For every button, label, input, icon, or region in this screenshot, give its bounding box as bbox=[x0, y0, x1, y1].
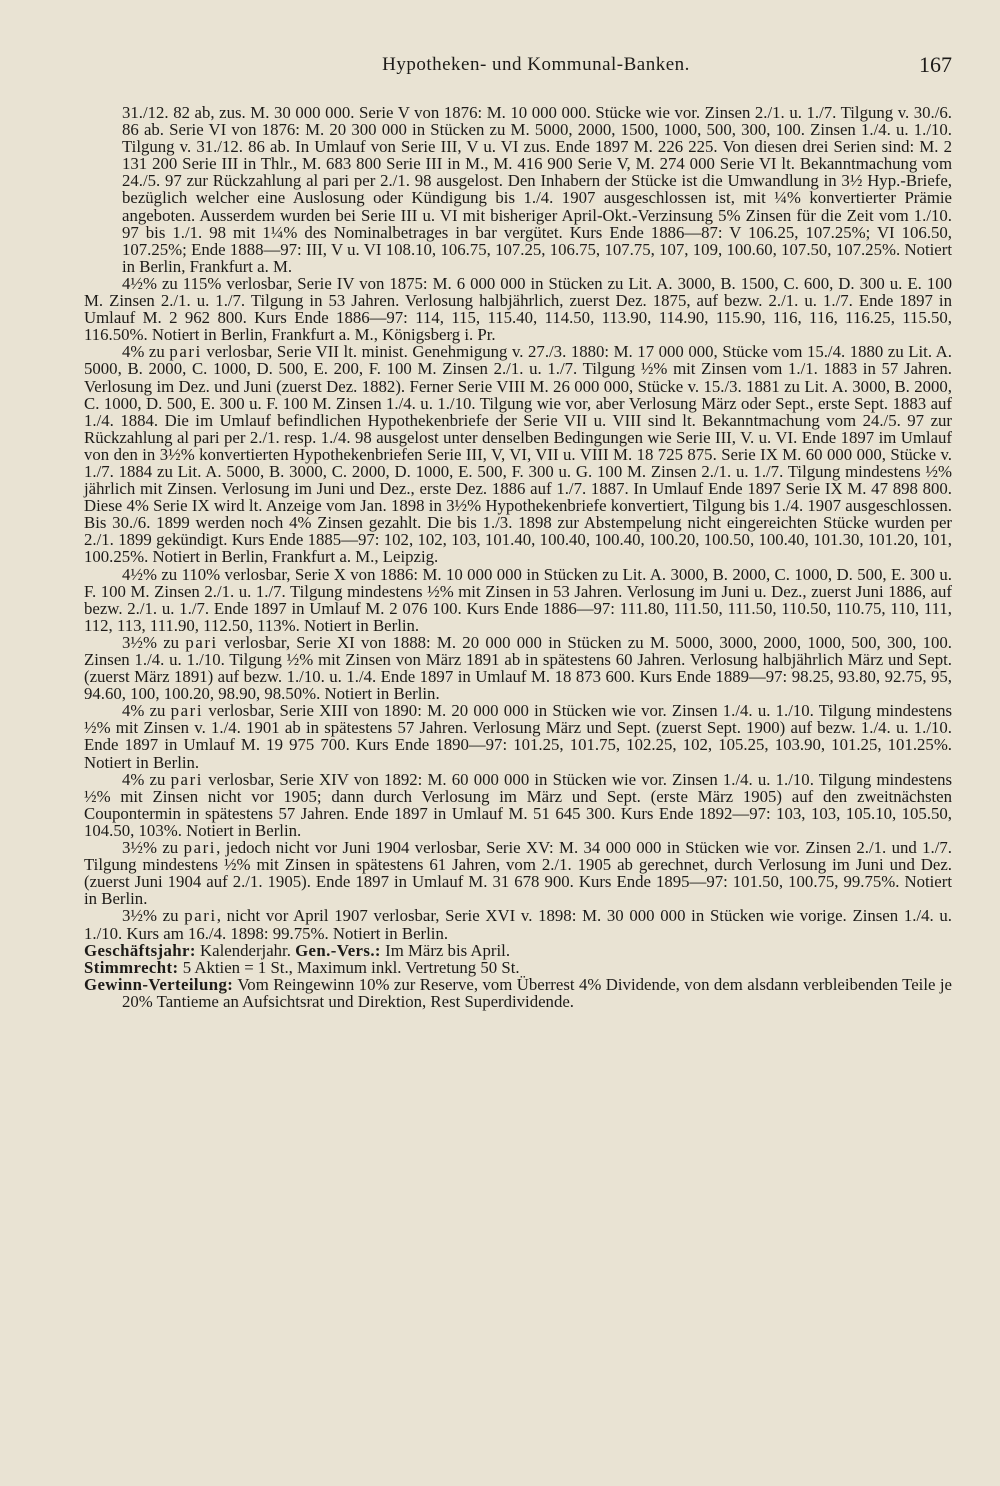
page-number: 167 bbox=[919, 52, 952, 77]
paragraph-series-xiii: 4% zu pari verlosbar, Serie XIII von 1890: M. 20 000 000 in Stücken wie vor. Zinsen 1./4. u. 1./10. Tilgung mindestens ½% mit Zinsen v. 1./4. 1901 ab in spätestens 57 Jahren. Verlosung März und Sept. (zuerst Sept. 1900) auf bezw. 1./4. u. 1./10. Ende 1897 in Umlauf M. 19 975 700. Kurs Ende 1890—97: 101.25, 101.75, 102.25, 102, 105.25, 103.90, 101.25, 101.25%. Notiert in Berlin. bbox=[84, 701, 952, 772]
profit-distribution-line: Gewinn-Verteilung: Vom Reingewinn 10% zur Reserve, vom Überrest 4% Dividende, von dem alsdann verbleibenden Teile je 20% Tantieme an Aufsichtsrat und Direktion, Rest Superdividende. bbox=[84, 974, 952, 1011]
paragraph-series-x: 4½% zu 110% verlosbar, Serie X von 1886: M. 10 000 000 in Stücken zu Lit. A. 3000, B. 2000, C. 1000, D. 500, E. 300 u. F. 100 M. Zinsen 2./1. u. 1./7. Tilgung mindestens ½% mit Zinsen in 53 Jahren. Verlosung im Juni u. Dez., zuerst Juni 1886, auf bezw. 2./1. u. 1./7. Ende 1897 in Umlauf M. 2 076 100. Kurs Ende 1886—97: 111.80, 111.50, 111.50, 110.50, 110.75, 110, 111, 112, 113, 111.90, 112.50, 113%. Notiert in Berlin. bbox=[84, 564, 952, 635]
running-title: Hypotheken- und Kommunal-Banken. bbox=[382, 54, 690, 75]
paragraph-series-vii-viii-ix: 4% zu pari verlosbar, Serie VII lt. minist. Genehmigung v. 27./3. 1880: M. 17 000 000, Stücke vom 15./4. 1880 zu Lit. A. 5000, B. 2000, C. 1000, D. 500, E. 200, F. 100 M. Zinsen 2./1. u. 1./7. Tilgung ½% mit Zinsen vom 1./1. 1883 in 57 Jahren. Verlosung im Dez. und Juni (zuerst Dez. 1882). Ferner Serie VIII M. 26 000 000, Stücke v. 15./3. 1881 zu Lit. A. 3000, B. 2000, C. 1000, D. 500, E. 300 u. F. 100 M. Zinsen 1./4. u. 1./10. Tilgung wie vor, aber Verlosung März oder Sept., erste Sept. 1883 auf 1./4. 1884. Die im Umlauf befindlichen Hypothekenbriefe der Serie VII u. VIII sind lt. Bekanntmachung vom 24./5. 97 zur Rückzahlung al pari per 2./1. resp. 1./4. 98 ausgelost unter denselben Bedingungen wie Serie III, V. u. VI. Ende 1897 im Umlauf von den in 3½% konvertierten Hypothekenbriefen Serie III, V, VI, VII u. VIII M. 18 725 875. Serie IX M. 60 000 000, Stücke v. 1./7. 1884 zu Lit. A. 5000, B. 3000, C. 2000, D. 1000, E. 500, F. 300 u. G. 100 M. Zinsen 2./1. u. 1./7. Tilgung mindestens ½% jährlich mit Zinsen. Verlosung im Juni und Dez., erste Dez. 1886 auf 1./7. 1887. In Umlauf Ende 1897 Serie IX M. 47 898 800. Diese 4% Serie IX wird lt. Anzeige vom Jan. 1898 in 3½% Hypothekenbriefe konvertiert, Tilgung bis 1./4. 1907 ausgeschlossen. Bis 30./6. 1899 werden noch 4% Zinsen gezahlt. Die bis 1./3. 1898 zur Abstempelung nicht eingereichten Stücke wurden per 2./1. 1899 gekündigt. Kurs Ende 1885—97: 102, 102, 103, 101.40, 100.40, 100.40, 100.20, 100.50, 100.40, 101.30, 101.20, 101, 100.25%. Notiert in Berlin, Frankfurt a. M., Leipzig. bbox=[84, 342, 952, 567]
paragraph-series-iii-v-vi: 31./12. 82 ab, zus. M. 30 000 000. Serie V von 1876: M. 10 000 000. Stücke wie vor. Zinsen 2./1. u. 1./7. Tilgung v. 30./6. 86 ab. Serie VI von 1876: M. 20 300 000 in Stücken zu M. 5000, 2000, 1500, 1000, 500, 300, 100. Zinsen 1./4. u. 1./10. Tilgung v. 31./12. 86 ab. In Umlauf von Serie III, V u. VI zus. Ende 1897 M. 226 225. Von diesen drei Serien sind: M. 2 131 200 Serie III in Thlr., M. 683 800 Serie III in M., M. 416 900 Serie V, M. 274 000 Serie VI lt. Bekanntmachung vom 24./5. 97 zur Rückzahlung al pari per 2./1. 98 ausgelost. Den Inhabern der Stücke ist die Umwandlung in 3½ Hyp.-Briefe, bezüglich welcher eine Auslosung oder Kündigung bis 1./4. 1907 ausgeschlossen ist, mit ¼% konvertierter Prämie angeboten. Ausserdem wurden bei Serie III u. VI mit bisheriger April-Okt.-Verzinsung 5% Zinsen für die Zeit vom 1./10. 97 bis 1./1. 98 mit 1¼% des Nominalbetrages in bar vergütet. Kurs Ende 1886—87: V 106.25, 107.25%; VI 106.50, 107.25%; Ende 1888—97: III, V u. VI 108.10, 106.75, 107.25, 106.75, 107.75, 107, 109, 100.60, 107.50, 107.25%. Notiert in Berlin, Frankfurt a. M. bbox=[122, 103, 952, 276]
fiscal-year-line: Geschäftsjahr: Kalenderjahr. Gen.-Vers.: Im März bis April. bbox=[84, 940, 511, 960]
page-header bbox=[120, 52, 952, 82]
paragraph-series-xi: 3½% zu pari verlosbar, Serie XI von 1888: M. 20 000 000 in Stücken zu M. 5000, 3000, 2000, 1000, 500, 300, 100. Zinsen 1./4. u. 1./10. Tilgung ½% mit Zinsen von März 1891 ab in spätestens 60 Jahren. Verlosung halbjährlich März und Sept. (zuerst März 1891) auf bezw. 1./10. u. 1./4. Ende 1897 in Umlauf M. 18 873 600. Kurs Ende 1889—97: 98.25, 93.80, 92.75, 95, 94.60, 100, 100.20, 98.90, 98.50%. Notiert in Berlin. bbox=[84, 632, 953, 704]
paragraph-series-xiv: 4% zu pari verlosbar, Serie XIV von 1892: M. 60 000 000 in Stücken wie vor. Zinsen 1./4. u. 1./10. Tilgung mindestens ½% mit Zinsen nicht vor 1905; dann durch Verlosung im März und Sept. (erste März 1905) auf den zweitnächsten Coupontermin in spätestens 57 Jahren. Ende 1897 in Umlauf M. 51 645 300. Kurs Ende 1892—97: 103, 103, 105.10, 105.50, 104.50, 103%. Notiert in Berlin. bbox=[84, 769, 952, 840]
paragraph-series-iv: 4½% zu 115% verlosbar, Serie IV von 1875: M. 6 000 000 in Stücken zu Lit. A. 3000, B. 1500, C. 600, D. 300 u. E. 100 M. Zinsen 2./1. u. 1./7. Tilgung in 53 Jahren. Verlosung halbjährlich, zuerst Dez. 1875, auf bezw. 2./1. u. 1./7. Ende 1897 in Umlauf M. 2 962 800. Kurs Ende 1886—97: 114, 115, 115.40, 114.50, 113.90, 114.90, 115.90, 116, 116, 116.25, 115.50, 116.50%. Notiert in Berlin, Frankfurt a. M., Königsberg i. Pr. bbox=[84, 273, 952, 345]
paragraph-series-xv: 3½% zu pari, jedoch nicht vor Juni 1904 verlosbar, Serie XV: M. 34 000 000 in Stücken wie vor. Zinsen 2./1. und 1./7. Tilgung mindestens ½% mit Zinsen in spätestens 61 Jahren, vom 2./1. 1905 ab gerechnet, durch Verlosung im Juni und Dez. (zuerst Juni 1904 auf 2./1. 1905). Ende 1897 in Umlauf M. 31 678 900. Kurs Ende 1895—97: 101.50, 100.75, 99.75%. Notiert in Berlin. bbox=[84, 838, 952, 909]
paragraph-series-xvi: 3½% zu pari, nicht vor April 1907 verlosbar, Serie XVI v. 1898: M. 30 000 000 in Stücken wie vorige. Zinsen 1./4. u. 1./10. Kurs am 16./4. 1898: 99.75%. Notiert in Berlin. bbox=[84, 906, 952, 943]
voting-rights-line: Stimmrecht: 5 Aktien = 1 St., Maximum inkl. Vertretung 50 St. bbox=[84, 957, 520, 977]
page-body bbox=[84, 104, 952, 1010]
